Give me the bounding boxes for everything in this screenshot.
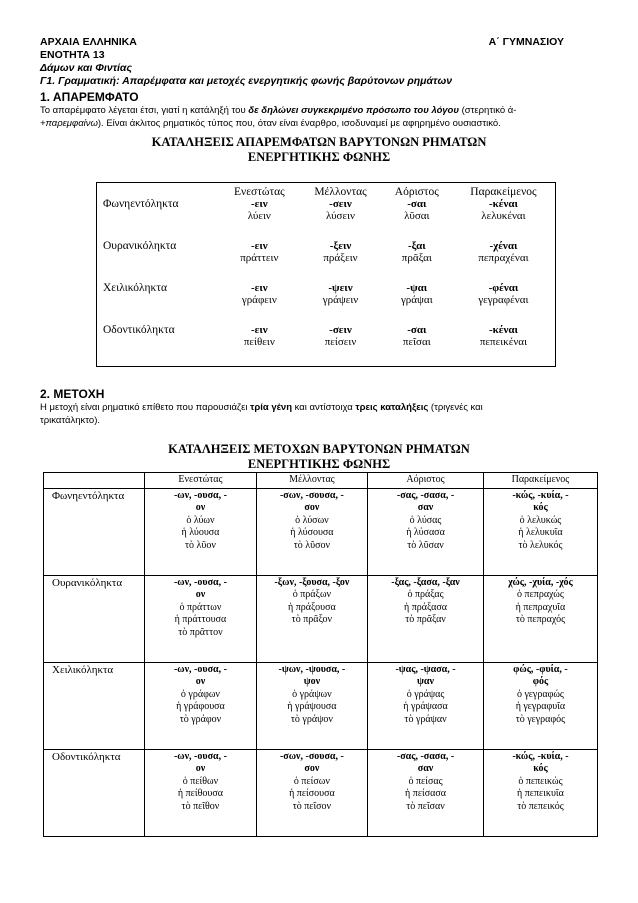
example-line: τὸ γράψαν <box>404 713 447 725</box>
example-line: ἡ πείσασα <box>405 788 446 799</box>
ending-line: κός <box>533 502 548 513</box>
column-header: Μέλλοντας <box>314 186 367 198</box>
ending-line: -σων, -σουσα, - <box>279 750 344 762</box>
example-line: ὁ γράφων <box>180 688 220 700</box>
row-label: Οδοντικόληκτα <box>103 324 175 336</box>
ending-line: σον <box>304 763 320 774</box>
ending-line: -ψας, -ψασα, - <box>395 663 456 675</box>
example-line: τὸ πεῖθον <box>181 800 220 812</box>
ending-line: -σων, -σουσα, - <box>279 489 344 501</box>
example-line: ὁ λελυκώς <box>519 514 562 526</box>
ending-line: φώς, -φυία, - <box>513 663 568 675</box>
example-cell: λελυκέναι <box>481 210 526 222</box>
ending-cell: -σαι <box>407 198 427 210</box>
participle-cell <box>256 575 368 662</box>
text-run: τρικατάληκτο). <box>40 415 100 426</box>
column-header: Αόριστος <box>394 186 439 198</box>
section-2-title: 2. ΜΕΤΟΧΗ <box>40 387 105 401</box>
example-cell: λῦσαι <box>404 210 430 222</box>
example-line: τὸ λῦσον <box>293 539 330 551</box>
table-header-row <box>44 473 598 489</box>
emphasis-text: τρεις καταλήξεις <box>355 402 429 413</box>
example-line: τὸ πρᾶξον <box>291 614 333 625</box>
table-title-line: ΚΑΤΑΛΗΞΕΙΣ ΜΕΤΟΧΩΝ ΒΑΡΥΤΟΝΩΝ ΡΗΜΑΤΩΝ <box>168 442 470 456</box>
ending-cell: -χέναι <box>489 240 518 252</box>
grade-label: Α΄ ΓΥΜΝΑΣΙΟΥ <box>488 36 564 48</box>
example-line: ἡ γράψασα <box>403 701 448 712</box>
ending-cell: -ψαι <box>406 282 428 294</box>
example-cell: πεπραχέναι <box>478 252 529 264</box>
ending-line: ον <box>195 676 206 687</box>
example-line: ἡ πράξασα <box>404 601 447 613</box>
ending-line: -ων, -ουσα, - <box>173 750 227 762</box>
row-label: Οδοντικόληκτα <box>44 749 145 836</box>
example-cell: πεπεικέναι <box>479 336 528 348</box>
participle-cell <box>368 662 484 749</box>
ending-line: φός <box>532 676 549 687</box>
ending-cell: -σειν <box>329 324 352 336</box>
column-header: Παρακείμενος <box>483 473 597 489</box>
example-line: ὁ γράψων <box>292 688 332 700</box>
example-line: ὁ γεγραφώς <box>516 688 564 700</box>
example-cell: πρᾶξαι <box>401 252 432 264</box>
example-cell: πεῖσαι <box>402 336 431 348</box>
ending-line: -ξας, -ξασα, -ξαν <box>391 576 460 588</box>
example-line: τὸ γράψον <box>290 713 333 725</box>
emphasis-text: δε δηλώνει συγκεκριμένο πρόσωπο του λόγου <box>248 105 459 116</box>
example-line: ἡ λύσουσα <box>290 527 334 538</box>
example-line: τὸ γράφον <box>179 713 222 725</box>
document-header <box>40 36 598 88</box>
participle-endings-table <box>43 472 598 837</box>
infinitive-endings-table <box>96 182 556 367</box>
table-row <box>97 282 556 294</box>
example-cell: γεγραφέναι <box>478 294 529 306</box>
table-row <box>97 198 556 210</box>
example-line: τὸ πεπεικός <box>517 800 564 812</box>
example-cell: γράψαι <box>400 294 433 306</box>
example-line: ὁ πείθων <box>182 775 219 787</box>
example-line: τὸ λῦον <box>185 539 216 551</box>
ending-line: ψαν <box>417 676 434 687</box>
example-line: ἡ γεγραφυῖα <box>515 701 566 712</box>
ending-line: -κώς, -κυία, - <box>512 750 569 762</box>
example-line: τὸ πεπραχός <box>515 614 566 625</box>
example-line: ἡ λύουσα <box>181 527 220 538</box>
ending-line: ον <box>195 589 206 600</box>
example-line: ἡ πεπεικυῖα <box>517 788 564 799</box>
column-header: Ενεστώτας <box>234 186 285 198</box>
example-cell: πείθειν <box>243 336 275 348</box>
example-line: ἡ πείσουσα <box>289 788 335 799</box>
column-header: Αόριστος <box>368 473 484 489</box>
ending-cell: -κέναι <box>488 324 518 336</box>
document-page <box>40 36 598 837</box>
text-run: Η μετοχή είναι ρηματικό επίθετο που παρουσιάζει <box>40 402 251 413</box>
participle-cell <box>145 749 256 836</box>
ending-line: ον <box>195 502 206 513</box>
column-header: Παρακείμενος <box>470 186 537 198</box>
example-cell: πράττειν <box>240 252 279 264</box>
participle-cell <box>483 575 597 662</box>
unit-label: ΕΝΟΤΗΤΑ 13 <box>40 49 105 61</box>
row-label: Χειλικόληκτα <box>103 282 167 294</box>
table-row <box>44 575 598 662</box>
example-line: τὸ πεῖσαν <box>406 800 445 812</box>
ending-line: σαν <box>417 502 434 513</box>
section-1-title: 1. ΑΠΑΡΕΜΦΑΤΟ <box>40 90 139 104</box>
example-line: ὁ λύων <box>186 514 215 526</box>
row-label: Φωνηεντόληκτα <box>103 198 179 210</box>
row-label: Ουρανικόληκτα <box>44 575 145 662</box>
ending-line: -ξων, -ξουσα, -ξον <box>274 576 350 588</box>
example-line: ὁ λύσων <box>295 514 329 526</box>
participle-cell <box>256 749 368 836</box>
ending-cell: -ειν <box>250 240 268 252</box>
ending-cell: -ειν <box>250 324 268 336</box>
example-cell: γράψειν <box>322 294 359 306</box>
text-run: Το απαρέμφατο λέγεται έτσι, γιατί η κατάληξή του <box>40 105 249 116</box>
ending-cell: -ξειν <box>329 240 352 252</box>
subject-title: ΑΡΧΑΙΑ ΕΛΛΗΝΙΚΑ <box>40 36 137 48</box>
ending-cell: -σειν <box>329 198 352 210</box>
table-row <box>44 662 598 749</box>
example-line: ὁ πράξας <box>407 589 444 600</box>
participle-cell <box>368 575 484 662</box>
ending-line: -ων, -ουσα, - <box>173 663 227 675</box>
table-row <box>44 749 598 836</box>
ending-line: -σας, -σασα, - <box>396 750 455 762</box>
example-cell: πράξειν <box>323 252 358 264</box>
participle-cell <box>256 488 368 575</box>
example-line: ἡ γράψουσα <box>287 701 337 712</box>
participle-cell <box>256 662 368 749</box>
table-row <box>97 240 556 252</box>
topic-title: Γ1. Γραμματική: Απαρέμφατα και μετοχές ενεργητικής φωνής βαρύτονων ρημάτων <box>40 75 453 87</box>
example-line: ἡ πεπραχυῖα <box>515 601 566 613</box>
example-line: ὁ πράττων <box>179 601 222 613</box>
ending-cell: -ξαι <box>407 240 426 252</box>
column-header: Μέλλοντας <box>256 473 368 489</box>
text-title: Δάμων και Φιντίας <box>40 62 132 74</box>
ending-cell: -ειν <box>250 282 268 294</box>
corner-cell <box>97 183 220 199</box>
participle-cell <box>145 488 256 575</box>
participle-cell <box>483 749 597 836</box>
example-cell: πείσειν <box>324 336 357 348</box>
text-run: και αντίστοιχα <box>292 402 356 413</box>
example-line: τὸ λῦσαν <box>407 539 444 551</box>
ending-line: ον <box>195 763 206 774</box>
text-run: (στερητικό ά- <box>458 105 517 116</box>
example-line: ἡ γράφουσα <box>176 701 225 712</box>
ending-line: χώς, -χυία, -χός <box>508 576 573 588</box>
row-label: Φωνηεντόληκτα <box>44 488 145 575</box>
ending-cell: -ψειν <box>328 282 353 294</box>
section-2-paragraph <box>40 401 598 427</box>
example-line: ὁ πείσας <box>408 775 443 787</box>
participle-cell <box>483 488 597 575</box>
table-row <box>44 488 598 575</box>
ending-line: κός <box>533 763 548 774</box>
example-cell: γράφειν <box>241 294 277 306</box>
text-run: (τριγενές και <box>428 402 483 413</box>
corner-cell <box>44 473 145 489</box>
infinitive-table-title <box>40 135 598 165</box>
row-label: Χειλικόληκτα <box>44 662 145 749</box>
table-title-line: ΕΝΕΡΓΗΤΙΚΗΣ ΦΩΝΗΣ <box>247 150 391 164</box>
participle-cell <box>145 662 256 749</box>
ending-line: -ων, -ουσα, - <box>173 489 227 501</box>
table-title-line: ΕΝΕΡΓΗΤΙΚΗΣ ΦΩΝΗΣ <box>247 457 391 471</box>
example-line: ὁ πεπραχώς <box>517 589 564 600</box>
participle-cell <box>145 575 256 662</box>
example-line: ἡ λύσασα <box>406 527 445 538</box>
example-line: τὸ γεγραφός <box>515 713 566 725</box>
text-run: ). Είναι άκλιτος ρηματικός τύπος που, όταν είναι έναρθρο, ισοδυναμεί με αφηρημένο ουσιαστικό. <box>97 118 501 129</box>
table-header-row <box>97 183 556 199</box>
participle-cell <box>368 749 484 836</box>
example-line: τὸ πρᾶττον <box>178 626 223 638</box>
participle-table-title <box>40 442 598 472</box>
example-line: ὁ πεπεικώς <box>518 775 563 787</box>
ending-line: -ψων, -ψουσα, - <box>278 663 346 675</box>
ending-line: ψον <box>303 676 321 687</box>
ending-line: -κώς, -κυία, - <box>512 489 569 501</box>
example-line: ὁ γράψας <box>406 688 445 700</box>
ending-line: σαν <box>417 763 434 774</box>
example-line: τὸ πεῖσον <box>292 800 332 812</box>
participle-cell <box>368 488 484 575</box>
example-line: ἡ λελυκυῖα <box>518 527 563 538</box>
ending-cell: -σαι <box>407 324 427 336</box>
ending-line: σον <box>304 502 320 513</box>
section-1-paragraph <box>40 104 598 130</box>
participle-cell <box>483 662 597 749</box>
example-line: ἡ πράξουσα <box>288 601 336 613</box>
example-cell: λύειν <box>247 210 271 222</box>
column-header: Ενεστώτας <box>145 473 256 489</box>
example-line: τὸ λελυκός <box>518 539 563 551</box>
row-label: Ουρανικόληκτα <box>103 240 177 252</box>
example-line: ἡ πείθουσα <box>177 788 223 799</box>
emphasis-text: τρία γένη <box>250 402 293 413</box>
example-cell: λύσειν <box>325 210 356 222</box>
emphasis-text: +παρεμφαίνω <box>40 118 98 129</box>
ending-line: -ων, -ουσα, - <box>173 576 227 588</box>
example-line: τὸ πρᾶξαν <box>405 614 446 625</box>
ending-cell: -ειν <box>250 198 268 210</box>
example-line: ὁ πείσων <box>293 775 330 787</box>
ending-line: -σας, -σασα, - <box>396 489 455 501</box>
example-line: ἡ πράττουσα <box>174 614 227 625</box>
ending-cell: -φέναι <box>488 282 519 294</box>
example-line: ὁ πράξων <box>292 589 332 600</box>
table-title-line: ΚΑΤΑΛΗΞΕΙΣ ΑΠΑΡΕΜΦΑΤΩΝ ΒΑΡΥΤΟΝΩΝ ΡΗΜΑΤΩΝ <box>151 135 487 149</box>
example-line: ὁ λύσας <box>409 514 442 526</box>
table-row <box>97 324 556 336</box>
ending-cell: -κέναι <box>488 198 518 210</box>
